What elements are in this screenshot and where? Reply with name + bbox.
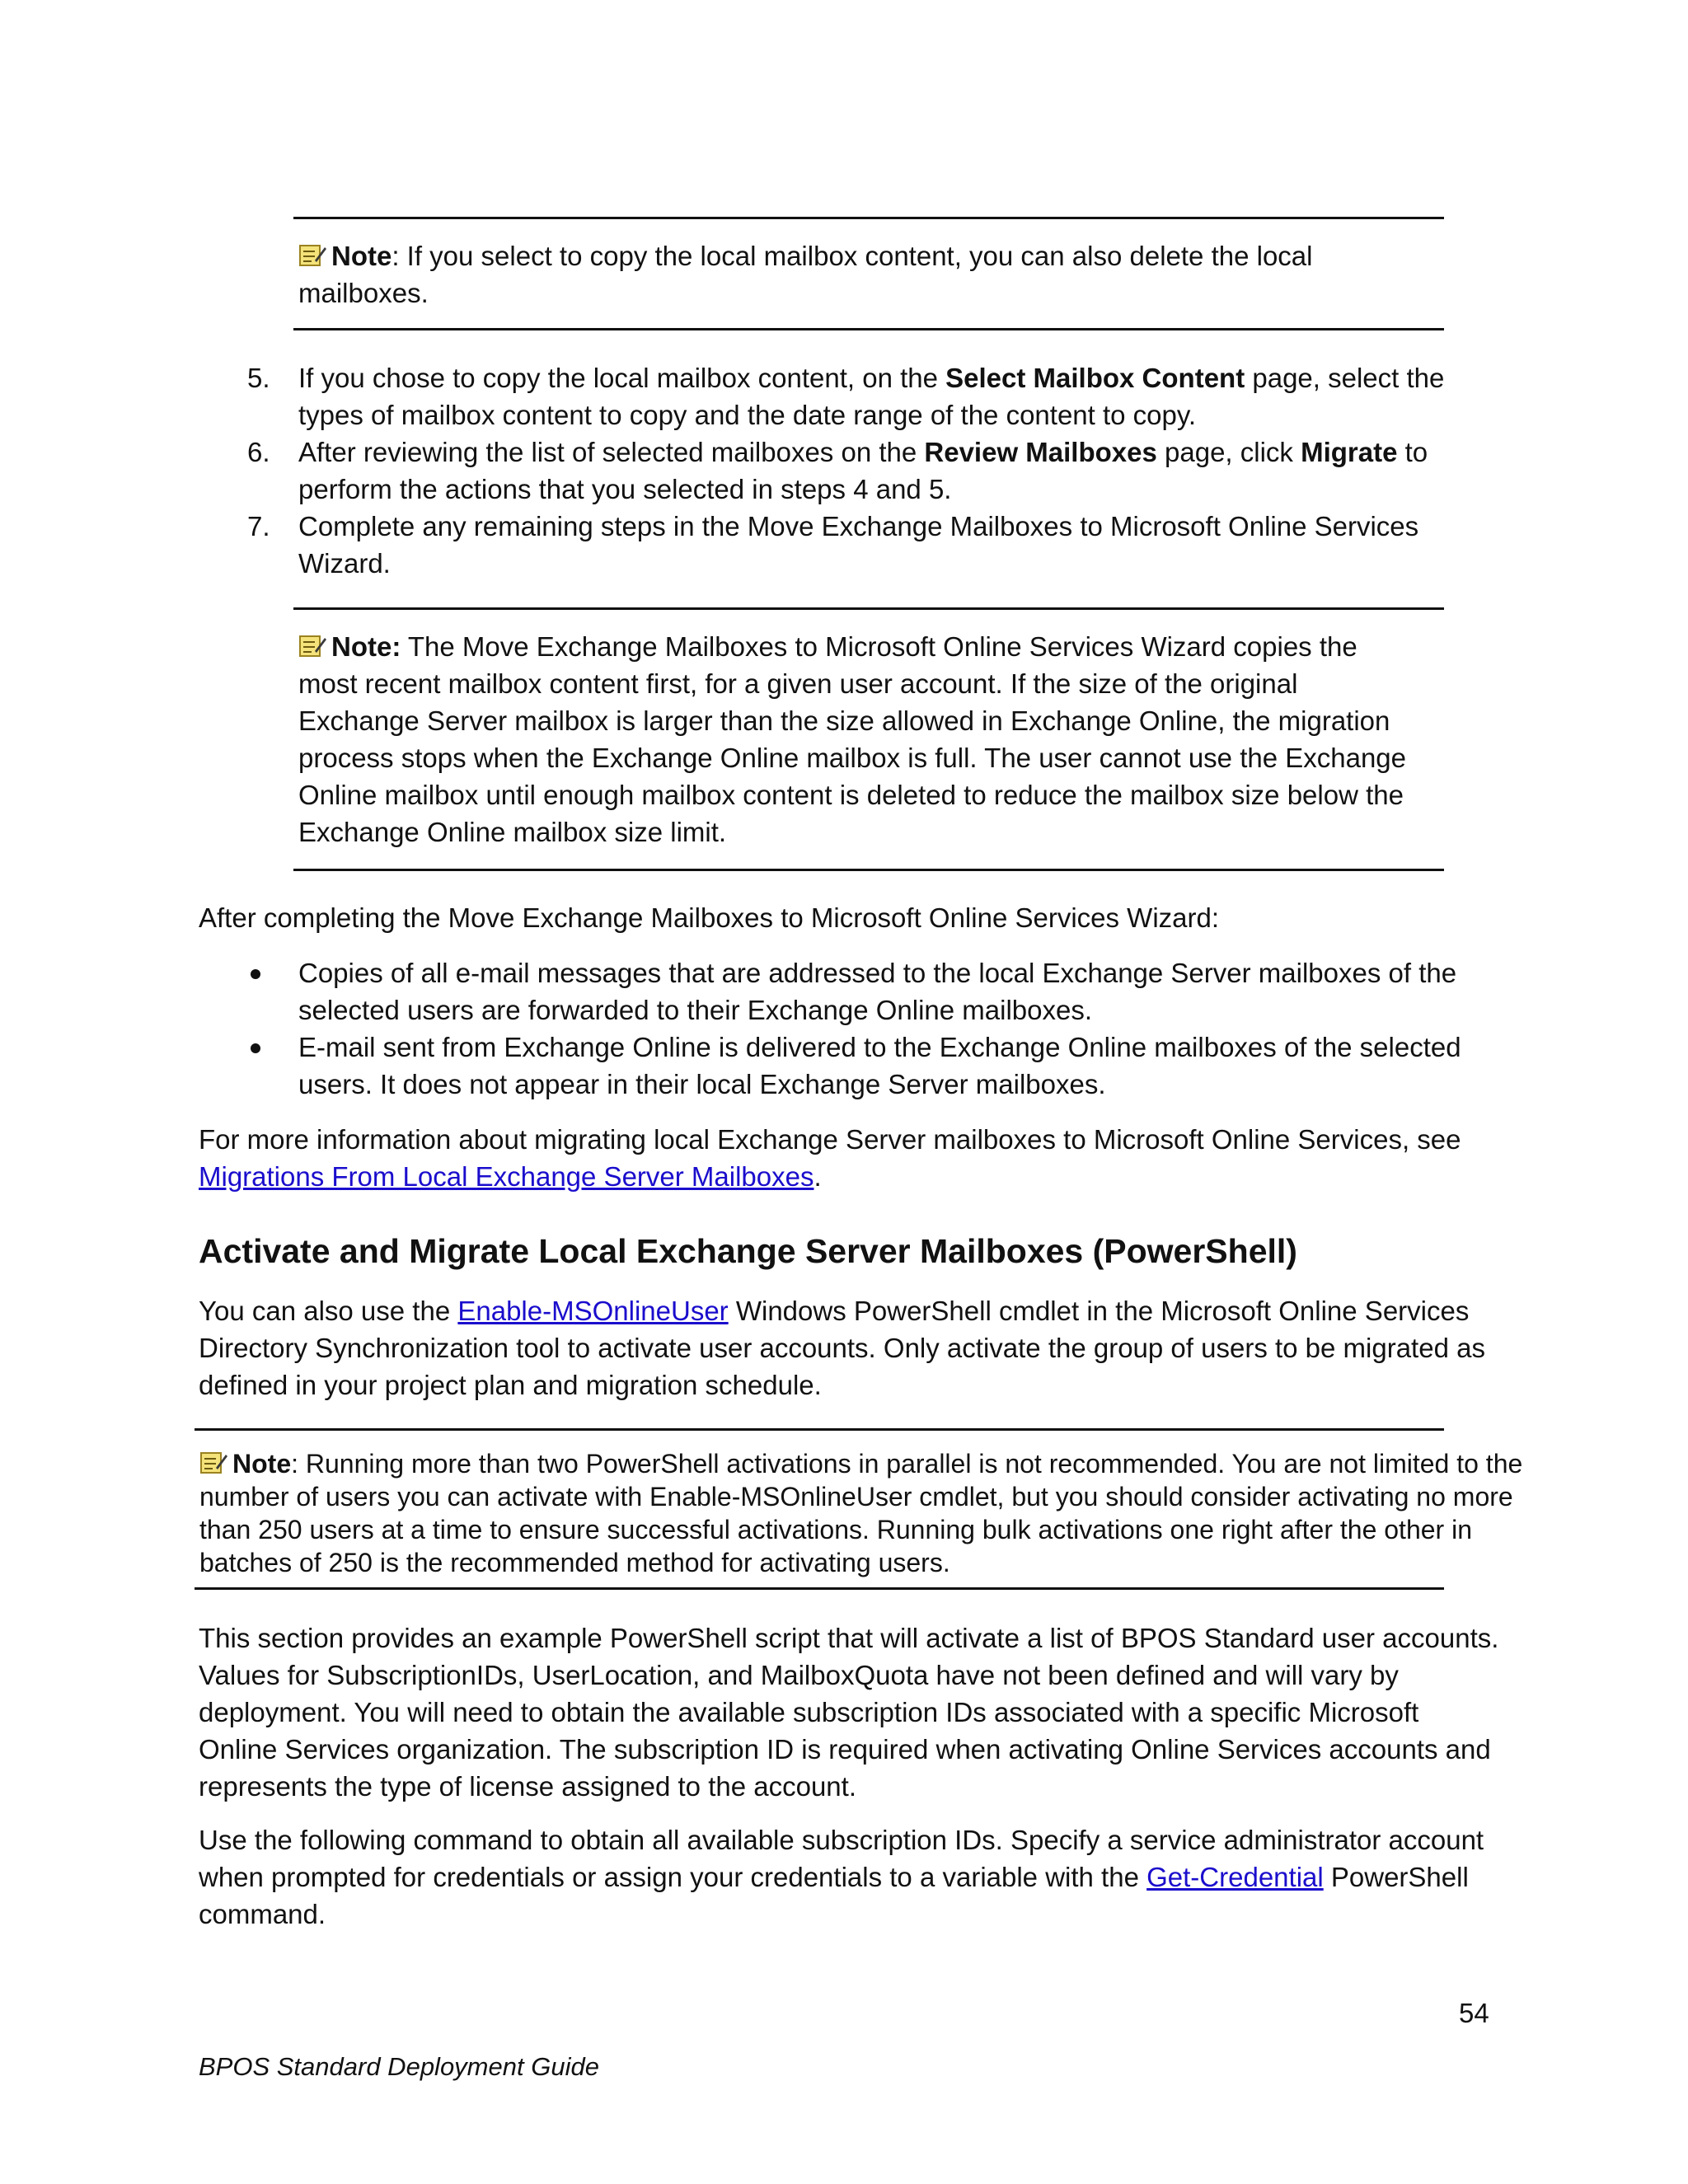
note-icon <box>298 633 326 659</box>
after-intro: After completing the Move Exchange Mailboxes to Microsoft Online Services Wizard: <box>199 902 1220 933</box>
note-2-text <box>298 628 1419 851</box>
migrations-link[interactable]: Migrations From Local Exchange Server Mailboxes <box>199 1161 814 1192</box>
step-text: page, select the types of mailbox content to copy and the date range of the content to copy. <box>298 363 1445 430</box>
note-label: Note <box>331 241 392 271</box>
note-icon <box>199 1450 227 1476</box>
list-item <box>199 434 1469 508</box>
step-text: Complete any remaining steps in the Move Exchange Mailboxes to Microsoft Online Services Wizard. <box>298 511 1419 579</box>
bullet-text: E-mail sent from Exchange Online is delivered to the Exchange Online mailboxes of the selected users. It does not appear in their local Exchange Server mailboxes. <box>298 1032 1461 1099</box>
note-body: : Running more than two PowerShell activations in parallel is not recommended. You are not limited to the number of users you can activate with Enable-MSOnlineUser cmdlet, but you should consider activating no more than 250 users at a time to ensure successful activations. Running bulk activations one right after the other in batches of 250 is the recommended method for activating users. <box>199 1449 1523 1577</box>
paragraph-text: PowerShell command. <box>199 1862 1469 1929</box>
bullet-list <box>199 954 1485 1103</box>
note-body: : If you select to copy the local mailbox content, you can also delete the local mailboxes. <box>298 241 1313 308</box>
step-text: page, click <box>1156 437 1301 467</box>
footer-title: BPOS Standard Deployment Guide <box>199 2052 599 2081</box>
page-number: 54 <box>1459 1998 1489 2028</box>
note-label: Note <box>232 1449 292 1479</box>
list-item <box>199 954 1485 1029</box>
bullet-icon <box>251 1043 260 1053</box>
ui-term: Select Mailbox Content <box>945 363 1245 393</box>
paragraph-text: Windows PowerShell cmdlet in the Microsoft Online Services Directory Synchronization tool to activate user accounts. Only activate the group of users to be migrated as defined in your project plan and migration schedule. <box>199 1296 1485 1400</box>
more-info-paragraph <box>199 1121 1501 1195</box>
step-number: 7. <box>247 511 270 541</box>
bullet-icon <box>251 969 260 979</box>
ui-term: Migrate <box>1301 437 1398 467</box>
enable-msonlineuser-link[interactable]: Enable-MSOnlineUser <box>457 1296 729 1326</box>
list-item <box>199 1029 1485 1103</box>
note-1-text <box>298 237 1436 312</box>
note-box-2 <box>293 607 1444 871</box>
steps-list <box>199 359 1469 582</box>
bullet-text: Copies of all e-mail messages that are addressed to the local Exchange Server mailboxes of the selected users are forwarded to their Exchange Online mailboxes. <box>298 958 1457 1025</box>
note-box-3 <box>195 1428 1523 1590</box>
step-number: 6. <box>247 437 270 467</box>
note-label: Note: <box>331 631 401 662</box>
note-body: The Move Exchange Mailboxes to Microsoft Online Services Wizard copies the most recent mailbox content first, for a given user account. If the size of the original Exchange Server mailbox is larger than the size allowed in Exchange Online, the migration process stops when the Exchange Online mailbox is full. The user cannot use the Exchange Online mailbox until enough mailbox content is deleted to reduce the mailbox size below the Exchange Online mailbox size limit. <box>298 631 1407 847</box>
paragraph-text: For more information about migrating local Exchange Server mailboxes to Microsoft Online Services, see <box>199 1124 1461 1155</box>
section-paragraph: This section provides an example PowerShell script that will activate a list of BPOS Standard user accounts. Values for SubscriptionIDs, UserLocation, and MailboxQuota have not been defined and will vary by deployment. You will need to obtain the available subscription IDs associated with a specific Microsoft Online Services organization. The subscription ID is required when activating Online Services accounts and represents the type of license assigned to the account. <box>199 1623 1499 1802</box>
note-3-text <box>199 1447 1526 1579</box>
step-text: After reviewing the list of selected mailboxes on the <box>298 437 925 467</box>
list-item <box>199 359 1469 434</box>
command-paragraph <box>199 1821 1501 1933</box>
section-heading: Activate and Migrate Local Exchange Server Mailboxes (PowerShell) <box>199 1232 1297 1270</box>
note-icon <box>298 242 326 269</box>
paragraph-text: You can also use the <box>199 1296 458 1326</box>
step-text: to perform the actions that you selected in steps 4 and 5. <box>298 437 1428 504</box>
note-box-1 <box>293 217 1444 330</box>
step-text: If you chose to copy the local mailbox content, on the <box>298 363 946 393</box>
step-number: 5. <box>247 363 270 393</box>
ui-term: Review Mailboxes <box>924 437 1157 467</box>
paragraph-text: . <box>814 1161 822 1192</box>
list-item <box>199 508 1469 582</box>
paragraph-text: Use the following command to obtain all available subscription IDs. Specify a service administrator account when prompted for credentials or assign your credentials to a variable with the <box>199 1825 1484 1892</box>
activate-paragraph <box>199 1292 1501 1404</box>
get-credential-link[interactable]: Get-Credential <box>1146 1862 1324 1892</box>
